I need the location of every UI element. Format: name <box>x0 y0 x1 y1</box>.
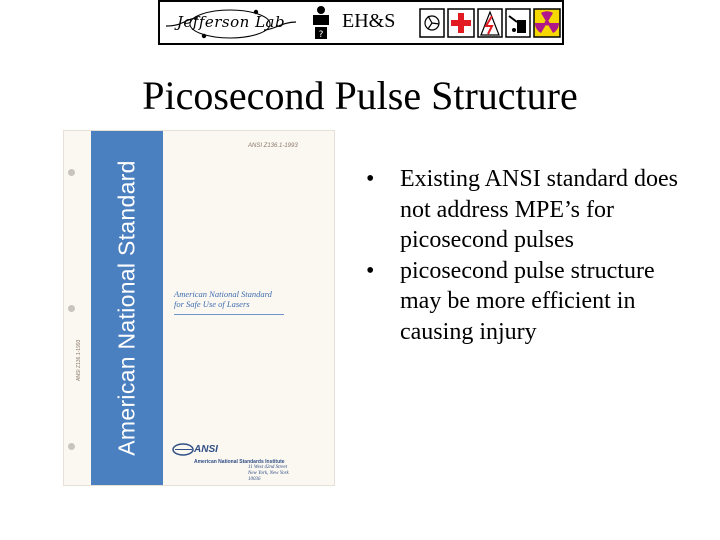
cover-rule <box>174 314 284 315</box>
cover-title-line2: for Safe Use of Lasers <box>174 299 250 309</box>
header-banner <box>158 0 564 45</box>
svg-text:?: ? <box>318 30 324 40</box>
first-aid-cross-icon <box>448 9 474 37</box>
bullet-icon: • <box>366 166 375 192</box>
cover-doc-number: ANSI Z136.1-1993 <box>248 143 298 149</box>
jefferson-lab-logo[interactable] <box>164 4 298 43</box>
binder-hole <box>68 169 75 176</box>
radiation-trefoil-icon <box>534 9 560 37</box>
industrial-hygiene-icon <box>506 9 530 37</box>
cover-address-line3: 10036 <box>248 477 261 482</box>
cover-address-line2: New York, New York <box>248 471 289 476</box>
person-safety-icon <box>306 4 336 43</box>
cover-title-line1: American National Standard <box>174 289 272 299</box>
logo-wordmark: Jefferson Lab <box>176 13 286 31</box>
electrical-hazard-icon <box>478 9 502 37</box>
bullet-item <box>366 256 696 348</box>
bullet-item <box>366 164 696 256</box>
bullet-text: Existing ANSI standard does not address MPE’s for picosecond pulses <box>400 166 678 253</box>
cover-title <box>174 289 324 309</box>
hazard-icon-row <box>418 4 562 43</box>
bullet-icon: • <box>366 257 375 284</box>
cover-spine-text: American National Standard <box>113 160 140 456</box>
binder-hole <box>68 443 75 450</box>
bullet-list <box>366 164 696 347</box>
ansi-standard-cover-image <box>64 131 334 485</box>
radiation-shield-icon <box>420 9 444 37</box>
slide-title: Picosecond Pulse Structure <box>142 73 578 118</box>
cover-side-code: ANSI Z136.1-1993 <box>76 339 82 381</box>
binder-hole <box>68 305 75 312</box>
bullet-text: picosecond pulse structure may be more efficient in causing injury <box>400 257 655 345</box>
ehs-label: EH&S <box>342 10 396 32</box>
cover-address-line1: 11 West 42nd Street <box>248 465 288 470</box>
cover-publisher: American National Standards Institute <box>194 459 285 465</box>
ansi-logo-text: ANSI <box>194 444 218 455</box>
